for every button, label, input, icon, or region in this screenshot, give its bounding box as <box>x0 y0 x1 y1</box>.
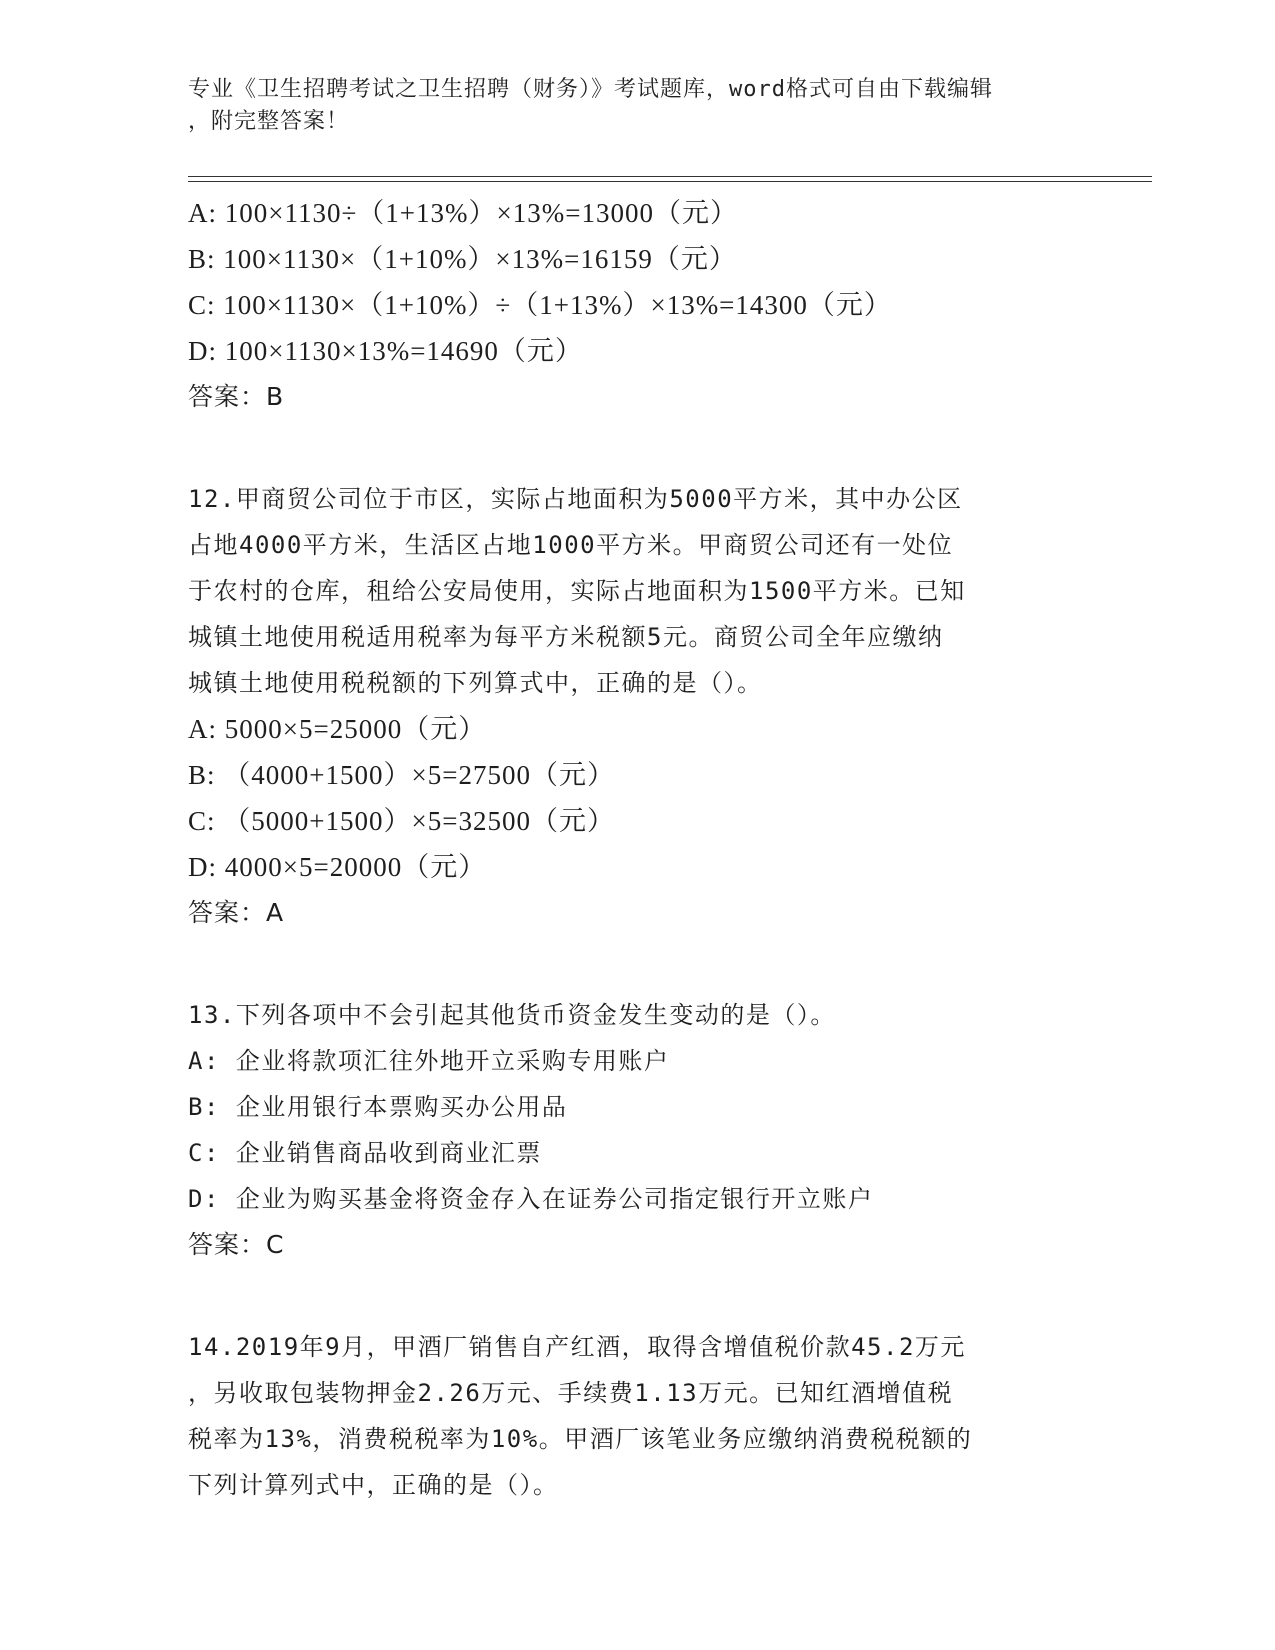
question-11 <box>188 190 1088 420</box>
document-header <box>188 74 1068 138</box>
q12-option-d: D: 4000×5=20000（元） <box>188 852 487 882</box>
q13-option-b: B: 企业用银行本票购买办公用品 <box>188 1093 568 1121</box>
q12-stem-line: 12.甲商贸公司位于市区，实际占地面积为5000平方米，其中办公区 <box>188 485 963 513</box>
q12-stem-line: 占地4000平方米，生活区占地1000平方米。甲商贸公司还有一处位 <box>188 531 954 559</box>
q11-option-d: D: 100×1130×13%=14690（元） <box>188 336 583 366</box>
q13-option-d: D: 企业为购买基金将资金存入在证券公司指定银行开立账户 <box>188 1185 874 1213</box>
q14-stem-line: ，另收取包装物押金2.26万元、手续费1.13万元。已知红酒增值税 <box>188 1379 954 1407</box>
q13-answer: 答案：C <box>188 1230 285 1259</box>
q11-answer: 答案：B <box>188 382 285 411</box>
q11-option-b: B: 100×1130×（1+10%）×13%=16159（元） <box>188 244 737 274</box>
q12-stem-line: 城镇土地使用税适用税率为每平方米税额5元。商贸公司全年应缴纳 <box>188 623 944 651</box>
q13-stem: 13.下列各项中不会引起其他货币资金发生变动的是（）。 <box>188 1001 836 1029</box>
question-14 <box>188 1324 1088 1508</box>
q14-stem-line: 下列计算列式中，正确的是（）。 <box>188 1471 559 1499</box>
question-13 <box>188 992 1088 1268</box>
q13-option-c: C: 企业销售商品收到商业汇票 <box>188 1139 542 1167</box>
q11-option-a: A: 100×1130÷（1+13%）×13%=13000（元） <box>188 198 738 228</box>
q13-option-a: A: 企业将款项汇往外地开立采购专用账户 <box>188 1047 670 1075</box>
header-divider-top <box>188 176 1152 177</box>
q12-option-c: C: （5000+1500）×5=32500（元） <box>188 806 615 836</box>
q11-option-c: C: 100×1130×（1+10%）÷（1+13%）×13%=14300（元） <box>188 290 892 320</box>
spacer <box>188 420 1088 476</box>
q12-option-b: B: （4000+1500）×5=27500（元） <box>188 760 615 790</box>
question-list <box>188 190 1088 1508</box>
q12-option-a: A: 5000×5=25000（元） <box>188 714 487 744</box>
q12-answer: 答案：A <box>188 898 285 927</box>
spacer <box>188 1268 1088 1324</box>
q14-stem-line: 14.2019年9月，甲酒厂销售自产红酒，取得含增值税价款45.2万元 <box>188 1333 966 1361</box>
header-title-line-1: 专业《卫生招聘考试之卫生招聘（财务）》考试题库，word格式可自由下载编辑 <box>188 77 993 102</box>
question-12 <box>188 476 1088 936</box>
q14-stem-line: 税率为13%，消费税税率为10%。甲酒厂该笔业务应缴纳消费税税额的 <box>188 1425 973 1453</box>
header-title-line-2: ，附完整答案！ <box>188 109 350 134</box>
header-divider-bottom <box>188 181 1152 182</box>
spacer <box>188 936 1088 992</box>
q12-stem-line: 于农村的仓库，租给公安局使用，实际占地面积为1500平方米。已知 <box>188 577 966 605</box>
q12-stem-line: 城镇土地使用税税额的下列算式中，正确的是（）。 <box>188 669 763 697</box>
